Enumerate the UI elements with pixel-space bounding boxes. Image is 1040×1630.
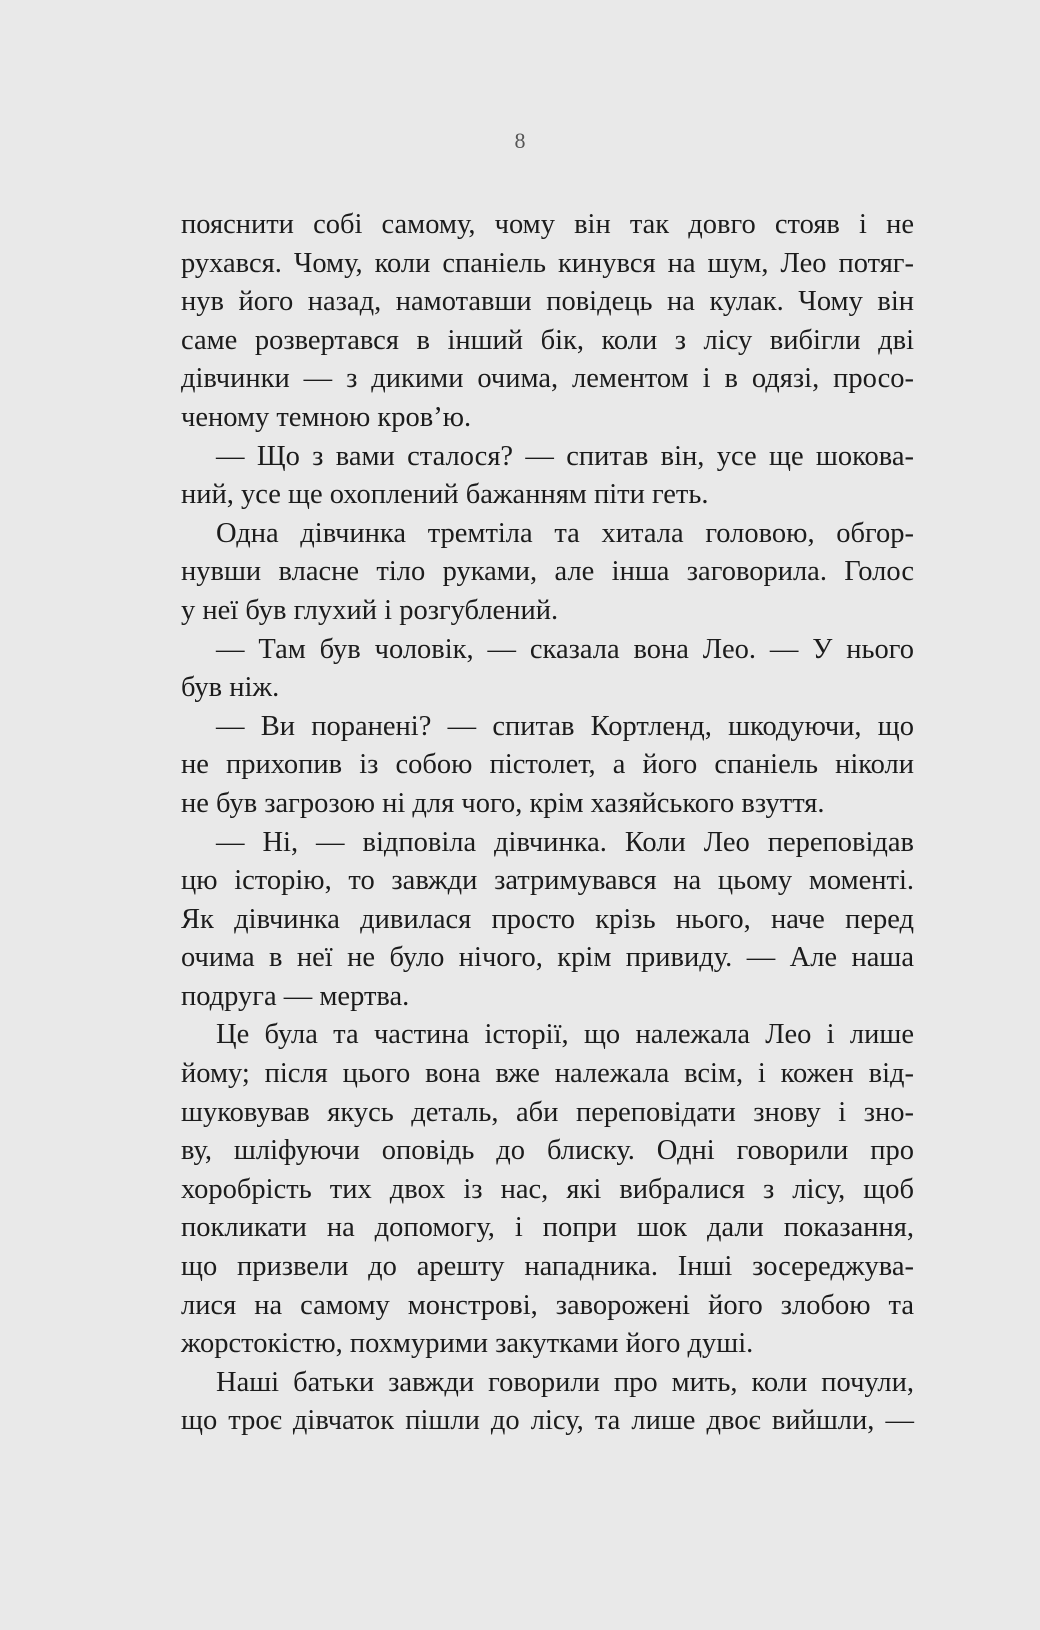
text-line: — Ні, — відповіла дівчинка. Коли Лео переповідав bbox=[216, 826, 914, 858]
text-line: був ніж. bbox=[181, 672, 280, 704]
text-line: що троє дівчаток пішли до лісу, та лише двоє вийшли, — bbox=[181, 1405, 914, 1437]
text-line: цю історію, то завжди затримувався на цьому моменті. bbox=[181, 865, 914, 897]
text-line: що призвели до арешту нападника. Інші зосереджува- bbox=[181, 1251, 914, 1283]
text-line: — Там був чоловік, — сказала вона Лео. — У нього bbox=[216, 633, 914, 665]
text-line: йому; після цього вона вже належала всім, і кожен від- bbox=[181, 1058, 914, 1090]
text-line: шуковував якусь деталь, аби переповідати знову і зно- bbox=[181, 1096, 914, 1128]
text-line: не прихопив із собою пістолет, а його спаніель ніколи bbox=[181, 749, 914, 781]
text-line: рухався. Чому, коли спаніель кинувся на шум, Лео потяг- bbox=[181, 247, 914, 279]
text-line: Наші батьки завжди говорили про мить, коли почули, bbox=[216, 1366, 914, 1398]
text-line: жорстокістю, похмурими закутками його душі. bbox=[181, 1328, 754, 1360]
text-line: дівчинки — з дикими очима, лементом і в одязі, просо- bbox=[181, 363, 914, 395]
text-line: Як дівчинка дивилася просто крізь нього, наче перед bbox=[181, 903, 914, 935]
text-line: покликати на допомогу, і попри шок дали показання, bbox=[181, 1212, 914, 1244]
text-line: нув його назад, намотавши повідець на кулак. Чому він bbox=[181, 286, 914, 318]
body-text bbox=[181, 206, 914, 1441]
text-line: подруга — мертва. bbox=[181, 980, 410, 1012]
text-line: лися на самому монстрові, заворожені його злобою та bbox=[181, 1289, 914, 1321]
text-line: хоробрість тих двох із нас, які вибралися з лісу, щоб bbox=[181, 1173, 914, 1205]
text-line: — Ви поранені? — спитав Кортленд, шкодуючи, що bbox=[216, 710, 914, 742]
text-line: — Що з вами сталося? — спитав він, усе ще шокова- bbox=[216, 440, 914, 472]
text-line: саме розвертався в інший бік, коли з лісу вибігли дві bbox=[181, 324, 914, 356]
text-line: Це була та частина історії, що належала Лео і лише bbox=[216, 1019, 914, 1051]
text-line: ченому темною кров’ю. bbox=[181, 401, 472, 433]
text-line: у неї був глухий і розгублений. bbox=[181, 594, 559, 626]
text-line: нувши власне тіло руками, але інша заговорила. Голос bbox=[181, 556, 914, 588]
text-line: не був загрозою ні для чого, крім хазяйського взуття. bbox=[181, 787, 825, 819]
page-number: 8 bbox=[514, 128, 526, 153]
text-line: ний, усе ще охоплений бажанням піти геть. bbox=[181, 479, 709, 511]
text-line: Одна дівчинка тремтіла та хитала головою, обгор- bbox=[216, 517, 914, 549]
text-line: ву, шліфуючи оповідь до блиску. Одні говорили про bbox=[181, 1135, 914, 1167]
text-line: очима в неї не було нічого, крім привиду. — Але наша bbox=[181, 942, 914, 974]
text-line: пояснити собі самому, чому він так довго стояв і не bbox=[181, 209, 914, 240]
